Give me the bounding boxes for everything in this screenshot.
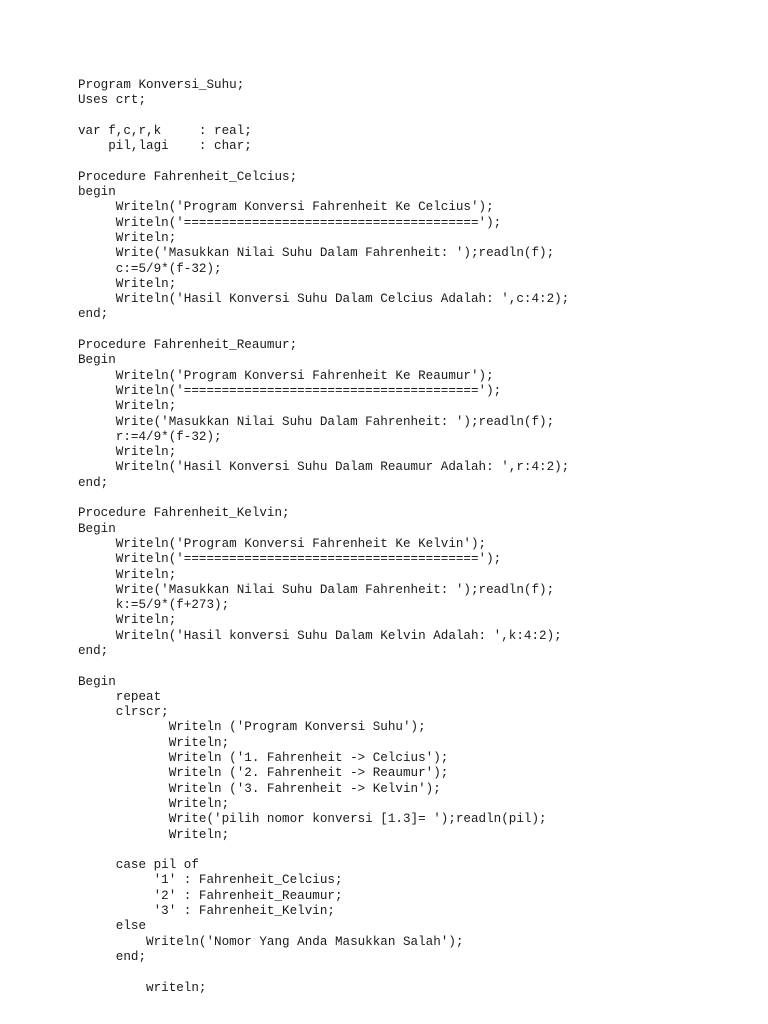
code-line: '1' : Fahrenheit_Celcius; xyxy=(78,873,343,888)
code-line: Writeln('======================================='); xyxy=(78,552,502,567)
code-line: Writeln; xyxy=(78,613,177,628)
blank-line xyxy=(78,965,758,980)
blank-line xyxy=(78,323,758,338)
blank-line xyxy=(78,109,758,124)
code-line: Writeln('Hasil konversi Suhu Dalam Kelvin Adalah: ',k:4:2); xyxy=(78,628,562,643)
code-line: Write('Masukkan Nilai Suhu Dalam Fahrenheit: ');readln(f); xyxy=(78,414,555,429)
code-line: pil,lagi : char; xyxy=(78,139,252,154)
blank-line xyxy=(78,659,758,674)
code-line: Writeln; xyxy=(78,276,177,291)
blank-line xyxy=(78,843,758,858)
code-line: Writeln('Nomor Yang Anda Masukkan Salah'); xyxy=(78,934,464,949)
code-line: end; xyxy=(78,949,147,964)
code-line: Begin xyxy=(78,521,116,536)
code-line: Writeln('Program Konversi Fahrenheit Ke Reaumur'); xyxy=(78,368,494,383)
code-line: repeat xyxy=(78,689,162,704)
code-line: Procedure Fahrenheit_Kelvin; xyxy=(78,506,290,521)
code-line: var f,c,r,k : real; xyxy=(78,123,252,138)
code-line: Writeln; xyxy=(78,230,177,245)
code-line: Writeln; xyxy=(78,445,177,460)
code-line: end; xyxy=(78,643,109,658)
code-line: Writeln ('Program Konversi Suhu'); xyxy=(78,720,426,735)
code-line: Writeln ('2. Fahrenheit -> Reaumur'); xyxy=(78,766,449,781)
code-line: Writeln ('3. Fahrenheit -> Kelvin'); xyxy=(78,781,441,796)
code-line: end; xyxy=(78,475,109,490)
code-line: Writeln; xyxy=(78,827,230,842)
code-line: writeln; xyxy=(78,980,207,995)
code-line: Write('Masukkan Nilai Suhu Dalam Fahrenheit: ');readln(f); xyxy=(78,582,555,597)
code-line: Program Konversi_Suhu; xyxy=(78,78,245,92)
blank-line xyxy=(78,491,758,506)
code-line: Writeln; xyxy=(78,399,177,414)
code-line: begin xyxy=(78,185,116,200)
code-line: Writeln('Hasil Konversi Suhu Dalam Reaumur Adalah: ',r:4:2); xyxy=(78,460,570,475)
code-line: Writeln('======================================='); xyxy=(78,383,502,398)
code-line: '2' : Fahrenheit_Reaumur; xyxy=(78,888,343,903)
code-line: Write('Masukkan Nilai Suhu Dalam Fahrenheit: ');readln(f); xyxy=(78,246,555,261)
code-line: end; xyxy=(78,307,109,322)
code-listing xyxy=(78,78,758,996)
code-line: c:=5/9*(f-32); xyxy=(78,261,222,276)
code-line: Procedure Fahrenheit_Reaumur; xyxy=(78,338,298,353)
code-line: Begin xyxy=(78,674,116,689)
blank-line xyxy=(78,154,758,169)
code-line: Writeln; xyxy=(78,735,230,750)
code-line: Begin xyxy=(78,353,116,368)
code-line: r:=4/9*(f-32); xyxy=(78,429,222,444)
code-line: k:=5/9*(f+273); xyxy=(78,598,230,613)
code-line: Write('pilih nomor konversi [1.3]= ');readln(pil); xyxy=(78,812,547,827)
code-line: Writeln('Program Konversi Fahrenheit Ke Celcius'); xyxy=(78,200,494,215)
code-line: Writeln('======================================='); xyxy=(78,215,502,230)
code-line: Writeln; xyxy=(78,567,177,582)
code-line: Writeln; xyxy=(78,796,230,811)
code-line: clrscr; xyxy=(78,705,169,720)
code-line: Uses crt; xyxy=(78,93,147,108)
code-line: else xyxy=(78,919,147,934)
code-line: case pil of xyxy=(78,858,199,873)
code-line: Writeln('Program Konversi Fahrenheit Ke Kelvin'); xyxy=(78,536,487,551)
code-line: Writeln ('1. Fahrenheit -> Celcius'); xyxy=(78,751,449,766)
code-line: Procedure Fahrenheit_Celcius; xyxy=(78,169,298,184)
code-line: '3' : Fahrenheit_Kelvin; xyxy=(78,904,335,919)
code-line: Writeln('Hasil Konversi Suhu Dalam Celcius Adalah: ',c:4:2); xyxy=(78,292,570,307)
